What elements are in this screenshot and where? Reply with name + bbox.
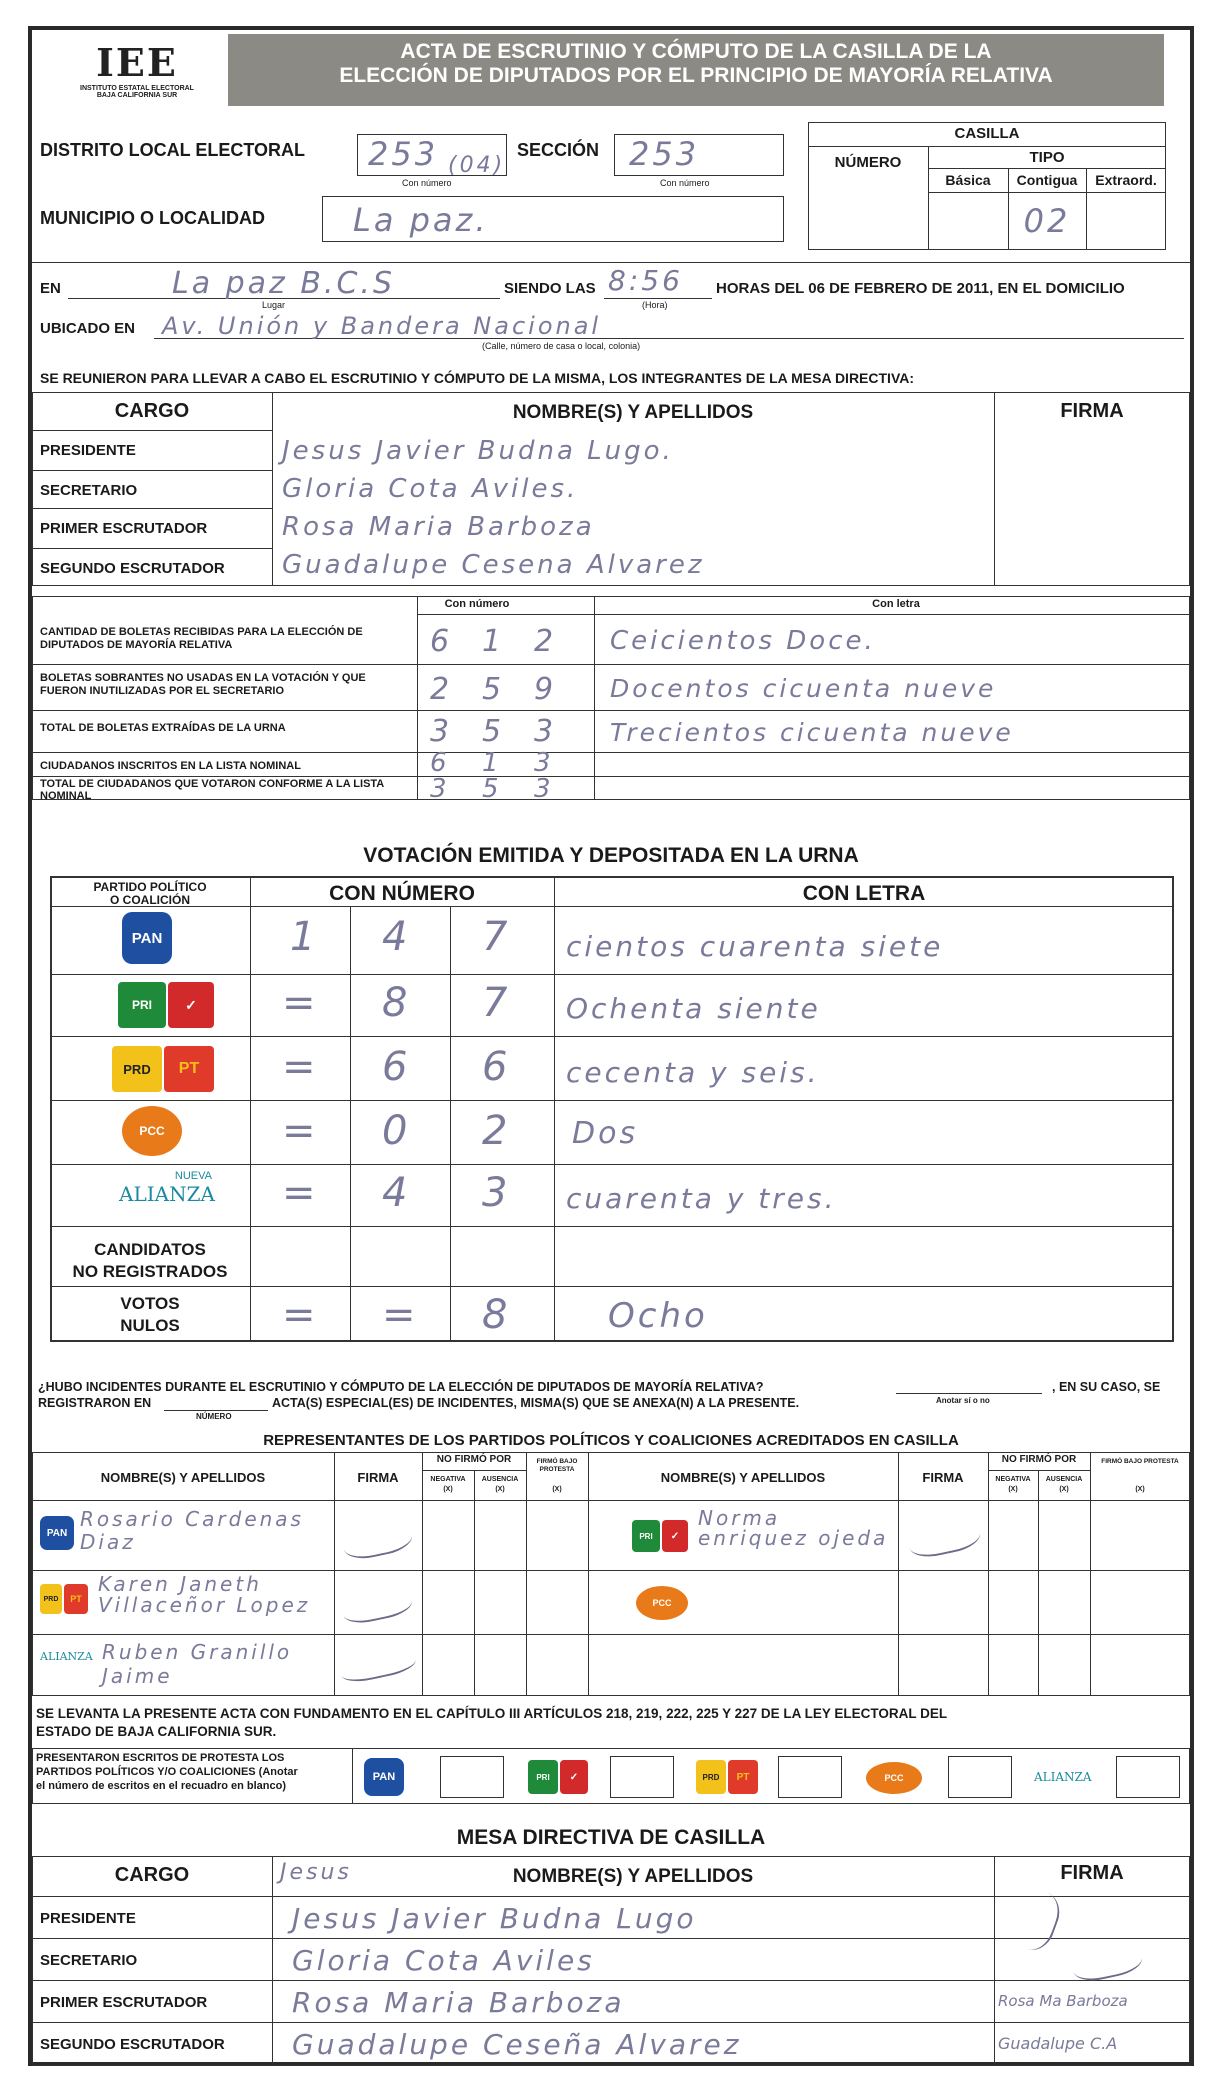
- title-banner: [228, 34, 1164, 106]
- rep-alianza-logo: ALIANZA: [40, 1650, 93, 1663]
- vote-pcc-d3: 2: [482, 1108, 511, 1154]
- boletas-letra-1: Docentos cicuenta nueve: [610, 674, 997, 703]
- incidentes-line1: ¿HUBO INCIDENTES DURANTE EL ESCRUTINIO Y CÓMPUTO DE LA ELECCIÓN DE DIPUTADOS DE MAYORÍA RELATIVA?: [38, 1380, 764, 1394]
- rep-firma-header-left: FIRMA: [357, 1470, 399, 1485]
- horas-text: HORAS DEL 06 DE FEBRERO DE 2011, EN EL DOMICILIO: [716, 280, 1125, 297]
- boletas-num-4-d2: 5: [482, 774, 502, 804]
- tipo-label: TIPO: [1029, 149, 1065, 166]
- iee-logo-text: IEE: [96, 40, 178, 85]
- numero-label: NÚMERO: [834, 154, 902, 171]
- mesa1-cargo-segundo: SEGUNDO ESCRUTADOR: [40, 560, 225, 577]
- vote-pcc-letra: Dos: [572, 1116, 639, 1151]
- rep-negativa-left: NEGATIVA: [430, 1476, 466, 1483]
- vote-pcc-d1: =: [282, 1108, 319, 1154]
- nueva-alianza-logo: NUEVA ALIANZA: [119, 1170, 215, 1206]
- hora-caption: (Hora): [642, 300, 668, 310]
- rep-pan-name: Rosario Cardenas Diaz: [80, 1507, 304, 1554]
- title-line1: ACTA DE ESCRUTINIO Y CÓMPUTO DE LA CASILLA DE LA: [400, 40, 992, 63]
- title-line2: ELECCIÓN DE DIPUTADOS POR EL PRINCIPIO DE MAYORÍA RELATIVA: [339, 64, 1053, 87]
- protesta-prd-logo: PRD: [696, 1760, 726, 1794]
- lugar-value: La paz B.C.S: [172, 266, 395, 301]
- protesta-text-3: el número de escritos en el recuadro en blanco): [36, 1780, 287, 1792]
- mesa2-nombre-presidente: Jesus Javier Budna Lugo: [292, 1902, 697, 1935]
- rep-nombre-header-left: NOMBRE(S) Y APELLIDOS: [100, 1470, 266, 1485]
- mesa2-firma-segundo: Guadalupe C.A: [998, 2034, 1118, 2053]
- seccion-caption: Con número: [660, 178, 710, 188]
- vote-pcc-d2: 0: [382, 1108, 411, 1154]
- municipio-label: MUNICIPIO O LOCALIDAD: [40, 208, 265, 228]
- boletas-num-0-d3: 2: [534, 624, 557, 659]
- boletas-num-0-d2: 1: [482, 624, 505, 659]
- vote-pan-letra: cientos cuarenta siete: [566, 930, 944, 963]
- nulos-d2: =: [382, 1292, 419, 1338]
- boletas-label-extraidas: TOTAL DE BOLETAS EXTRAÍDAS DE LA URNA: [40, 722, 286, 734]
- protesta-pri-logo: PRI: [528, 1760, 558, 1794]
- boletas-num-4-d1: 3: [430, 774, 450, 804]
- domicilio-value: Av. Unión y Bandera Nacional: [162, 312, 602, 340]
- mesa1-cargo-secretario: SECRETARIO: [40, 482, 138, 499]
- mesa2-cargo-segundo: SEGUNDO ESCRUTADOR: [40, 2036, 225, 2053]
- votacion-title: VOTACIÓN EMITIDA Y DEPOSITADA EN LA URNA: [363, 844, 859, 867]
- seccion-field[interactable]: [614, 134, 784, 176]
- institute-line1: INSTITUTO ESTATAL ELECTORAL: [80, 85, 194, 92]
- con-numero-header: CON NÚMERO: [329, 882, 475, 905]
- boletas-num-1-d2: 5: [482, 672, 505, 707]
- fundamento-line2: ESTADO DE BAJA CALIFORNIA SUR.: [36, 1724, 277, 1739]
- mesa2-firma-header: FIRMA: [1060, 1862, 1124, 1884]
- mesa1-nombre-segundo: Guadalupe Cesena Alvarez: [282, 550, 705, 580]
- pt-logo: PT: [164, 1046, 214, 1092]
- mesa2-cargo-presidente: PRESIDENTE: [40, 1910, 136, 1927]
- vote-pri-letra: Ochenta siente: [566, 992, 821, 1025]
- rep-ausencia-right: AUSENCIA: [1045, 1476, 1083, 1483]
- nulos-label-1: VOTOS: [120, 1294, 180, 1313]
- rep-pan-logo: PAN: [40, 1516, 74, 1550]
- nulos-d3: 8: [482, 1292, 511, 1338]
- mesa1-cargo-primer: PRIMER ESCRUTADOR: [40, 520, 208, 537]
- vote-alianza-letra: cuarenta y tres.: [566, 1182, 837, 1215]
- vote-alianza-d3: 3: [482, 1170, 511, 1216]
- distrito-caption: Con número: [402, 178, 452, 188]
- boletas-label-inscritos: CIUDADANOS INSCRITOS EN LA LISTA NOMINAL: [40, 760, 301, 772]
- boletas-num-0-d1: 6: [430, 624, 453, 659]
- boletas-num-1-d3: 9: [534, 672, 557, 707]
- vote-prd-d2: 6: [382, 1044, 411, 1090]
- tipo-contigua: Contigua: [1016, 172, 1078, 188]
- boletas-num-3-d3: 3: [534, 748, 554, 778]
- protesta-pan-box[interactable]: [440, 1756, 504, 1798]
- rep-no-firmo-left: NO FIRMÓ POR: [436, 1454, 512, 1465]
- rep-negativa-x-left: (X): [443, 1486, 453, 1493]
- mesa2-firma-primer: Rosa Ma Barboza: [998, 1992, 1128, 2010]
- rep-pvem-logo: ✓: [662, 1520, 688, 1552]
- mesa2-nombre-segundo: Guadalupe Ceseña Alvarez: [292, 2028, 742, 2061]
- con-letra-header: CON LETRA: [802, 882, 926, 905]
- partido-header-2: O COALICIÓN: [110, 893, 190, 907]
- rep-pri-name: Norma enriquez ojeda: [698, 1506, 889, 1550]
- boletas-num-2-d3: 3: [534, 714, 557, 749]
- mesa2-cargo-header: CARGO: [114, 1864, 190, 1886]
- protesta-alianza-logo: ALIANZA: [1034, 1770, 1092, 1784]
- mesa1-cargo-header: CARGO: [114, 400, 190, 422]
- rep-ausencia-x-left: (X): [495, 1486, 505, 1493]
- rep-ausencia-x-right: (X): [1059, 1486, 1069, 1493]
- hora-value: 8:56: [608, 264, 683, 297]
- prd-logo: PRD: [112, 1046, 162, 1092]
- rep-alianza-name: Ruben Granillo Jaime: [102, 1640, 293, 1688]
- rep-pri-logo: PRI: [632, 1520, 660, 1552]
- distrito-extra: (04): [448, 153, 506, 178]
- protesta-text-1: PRESENTARON ESCRITOS DE PROTESTA LOS: [36, 1752, 285, 1764]
- boletas-label-recibidas: CANTIDAD DE BOLETAS RECIBIDAS PARA LA ELECCIÓN DE DIPUTADOS DE MAYORÍA RELATIVA: [40, 626, 363, 651]
- boletas-num-3-d1: 6: [430, 748, 450, 778]
- incidentes-line2-b: ACTA(S) ESPECIAL(ES) DE INCIDENTES, MISMA(S) QUE SE ANEXA(N) A LA PRESENTE.: [272, 1396, 800, 1410]
- tipo-extraord: Extraord.: [1095, 172, 1157, 188]
- vote-alianza-d2: 4: [382, 1170, 411, 1216]
- protesta-pvem-logo: ✓: [560, 1760, 588, 1794]
- vote-prd-d1: =: [282, 1044, 319, 1090]
- domicilio-caption: (Calle, número de casa o local, colonia): [482, 341, 641, 351]
- boletas-label-votaron: TOTAL DE CIUDADANOS QUE VOTARON CONFORME A LA LISTA NOMINAL: [40, 778, 384, 802]
- mesa1-firma-header: FIRMA: [1060, 400, 1124, 422]
- vote-pri-d2: 8: [382, 980, 411, 1026]
- casilla-label: CASILLA: [954, 125, 1020, 142]
- en-label: EN: [40, 280, 61, 297]
- boletas-con-letra: Con letra: [872, 598, 920, 610]
- tipo-basica: Básica: [945, 172, 991, 188]
- pri-logo: PRI: [118, 982, 166, 1028]
- vote-prd-letra: cecenta y seis.: [566, 1056, 820, 1089]
- incidentes-line2-a: REGISTRARON EN: [38, 1396, 152, 1410]
- pvem-logo: ✓: [168, 982, 214, 1028]
- ubicado-label: UBICADO EN: [40, 320, 136, 337]
- mesa1-cargo-presidente: PRESIDENTE: [40, 442, 136, 459]
- protesta-pcc-logo: PCC: [866, 1762, 922, 1794]
- mesa2-header-note: Jesus: [280, 1860, 352, 1885]
- fundamento-line1: SE LEVANTA LA PRESENTE ACTA CON FUNDAMENTO EN EL CAPÍTULO III ARTÍCULOS 218, 219, 222, 225 Y 227 DE LA LEY ELECTORAL DEL: [36, 1706, 948, 1721]
- rep-negativa-right: NEGATIVA: [995, 1476, 1031, 1483]
- vote-alianza-d1: =: [282, 1170, 319, 1216]
- vote-pan-d3: 7: [482, 914, 511, 960]
- boletas-letra-0: Ceicientos Doce.: [610, 626, 876, 656]
- pcc-logo: PCC: [122, 1106, 182, 1156]
- rep-nombre-header-right: NOMBRE(S) Y APELLIDOS: [660, 1470, 826, 1485]
- incidentes-numero-caption: NÚMERO: [196, 1412, 232, 1421]
- vote-pan-d1: 1: [290, 914, 319, 960]
- boletas-letra-2: Trecientos cicuenta nueve: [610, 718, 1014, 747]
- acta-document: [28, 26, 1194, 2066]
- municipio-value: La paz.: [353, 201, 489, 239]
- mesa2-nombre-header: NOMBRE(S) Y APELLIDOS: [512, 1866, 754, 1887]
- rep-firmo-bajo-left: FIRMÓ BAJO PROTESTA: [536, 1458, 578, 1473]
- boletas-num-2-d2: 5: [482, 714, 505, 749]
- cnr-label-1: CANDIDATOS: [94, 1240, 206, 1259]
- lugar-caption: Lugar: [262, 300, 286, 310]
- mesa1-nombre-presidente: Jesus Javier Budna Lugo.: [282, 436, 674, 466]
- boletas-num-4-d3: 3: [534, 774, 554, 804]
- nulos-label-2: NULOS: [120, 1316, 180, 1335]
- boletas-con-numero: Con número: [444, 598, 510, 610]
- rep-prd-logo: PRD: [40, 1584, 62, 1614]
- institute-line2: BAJA CALIFORNIA SUR: [96, 92, 178, 99]
- mesa2-cargo-primer: PRIMER ESCRUTADOR: [40, 1994, 208, 2011]
- vote-pan-d2: 4: [382, 914, 411, 960]
- protesta-pcc-box[interactable]: [948, 1756, 1012, 1798]
- pan-logo: PAN: [122, 912, 172, 964]
- vote-prd-d3: 6: [482, 1044, 511, 1090]
- boletas-num-2-d1: 3: [430, 714, 453, 749]
- representantes-title: REPRESENTANTES DE LOS PARTIDOS POLÍTICOS Y COALICIONES ACREDITADOS EN CASILLA: [263, 1432, 959, 1449]
- incidentes-anotar-caption: Anotar sí o no: [936, 1396, 990, 1405]
- municipio-field[interactable]: [322, 196, 784, 242]
- contigua-value: 02: [1023, 202, 1071, 240]
- mesa2-nombre-secretario: Gloria Cota Aviles: [292, 1944, 595, 1977]
- vote-pri-d1: =: [282, 980, 319, 1026]
- mesa2-title: MESA DIRECTIVA DE CASILLA: [456, 1826, 766, 1849]
- distrito-value: 253: [368, 135, 439, 173]
- cnr-label-2: NO REGISTRADOS: [72, 1262, 228, 1281]
- distrito-field[interactable]: [357, 134, 507, 176]
- protesta-alianza-box[interactable]: [1116, 1756, 1180, 1798]
- mesa1-nombre-primer: Rosa Maria Barboza: [282, 512, 595, 542]
- nulos-d1: =: [282, 1292, 319, 1338]
- nulos-letra: Ocho: [608, 1296, 708, 1336]
- rep-no-firmo-right: NO FIRMÓ POR: [1001, 1454, 1077, 1465]
- rep-firmo-bajo-x-right: (X): [1135, 1486, 1145, 1493]
- incidentes-line1-end: , EN SU CASO, SE: [1052, 1380, 1161, 1394]
- rep-prd-name: Karen Janeth Villaceñor Lopez: [98, 1572, 311, 1617]
- seccion-value: 253: [629, 135, 700, 173]
- rep-firmo-bajo-x-left: (X): [552, 1486, 562, 1493]
- siendo-label: SIENDO LAS: [504, 280, 596, 297]
- mesa1-nombre-header: NOMBRE(S) Y APELLIDOS: [512, 402, 754, 423]
- seccion-label: SECCIÓN: [517, 140, 600, 160]
- mesa2-cargo-secretario: SECRETARIO: [40, 1952, 138, 1969]
- protesta-text-2: PARTIDOS POLÍTICOS Y/O COALICIONES (Anotar: [36, 1766, 298, 1778]
- iee-logo: [62, 40, 212, 102]
- protesta-prd-box[interactable]: [778, 1756, 842, 1798]
- protesta-pt-logo: PT: [728, 1760, 758, 1794]
- protesta-pan-logo: PAN: [364, 1758, 404, 1796]
- rep-pt-logo: PT: [64, 1584, 88, 1614]
- rep-negativa-x-right: (X): [1008, 1486, 1018, 1493]
- rep-pcc-logo: PCC: [636, 1586, 688, 1620]
- mesa1-nombre-secretario: Gloria Cota Aviles.: [282, 474, 579, 504]
- rep-ausencia-left: AUSENCIA: [481, 1476, 519, 1483]
- reunieron-text: SE REUNIERON PARA LLEVAR A CABO EL ESCRUTINIO Y CÓMPUTO DE LA MISMA, LOS INTEGRANTES DE LA MESA DIRECTIVA:: [40, 370, 915, 386]
- distrito-label: DISTRITO LOCAL ELECTORAL: [40, 140, 306, 160]
- protesta-pri-box[interactable]: [610, 1756, 674, 1798]
- mesa2-nombre-primer: Rosa Maria Barboza: [292, 1986, 625, 2019]
- vote-pri-d3: 7: [482, 980, 511, 1026]
- boletas-label-sobrantes: BOLETAS SOBRANTES NO USADAS EN LA VOTACIÓN Y QUE FUERON INUTILIZADAS POR EL SECRETARIO: [40, 672, 366, 697]
- rep-firmo-bajo-right: FIRMÓ BAJO PROTESTA: [1101, 1458, 1179, 1465]
- rep-firma-header-right: FIRMA: [922, 1470, 964, 1485]
- boletas-num-1-d1: 2: [430, 672, 453, 707]
- boletas-num-3-d2: 1: [482, 748, 502, 778]
- partido-header-1: PARTIDO POLÍTICO: [93, 880, 207, 894]
